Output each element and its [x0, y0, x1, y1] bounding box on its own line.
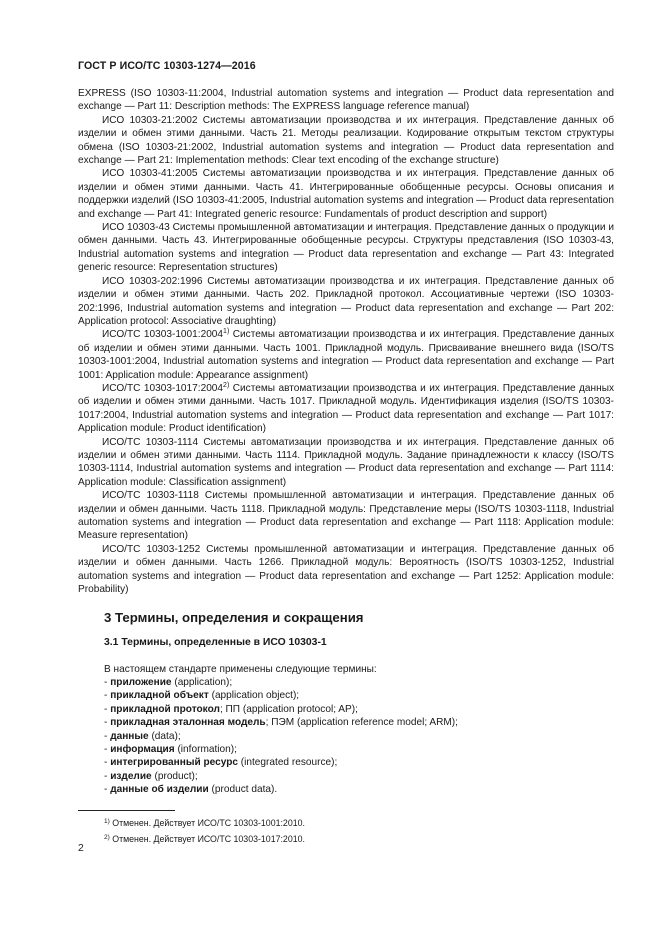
footnote: $^{1)}$ Отменен. Действует ИСО/ТС 10303-1001:2010.	[104, 818, 305, 828]
list-item: - интегрированный ресурс (integrated resource);	[104, 757, 338, 769]
reference-paragraph: ИСО/ТС 10303-1017:2004$^{2)}$ Системы автоматизации производства и их интеграция. Представление данных об изделии и обмен этими данными. Часть 1017. Прикладной модуль. Идентификация изделия (ISO/TS 10303-1017:2004, Industrial automation systems and integration — Product data representation and exchange — Part 1017: Application module: Product identification)	[78, 381, 614, 435]
footnote-ref: 1)	[223, 328, 230, 336]
list-item: - данные об изделии (product data).	[104, 784, 278, 796]
list-item: - изделие (product);	[104, 770, 198, 782]
reference-paragraph: EXPRESS (ISO 10303-11:2004, Industrial automation systems and integration — Product data representation and exchange — Part 11: Description methods: The EXPRESS language reference manual)	[78, 88, 614, 113]
footnotes	[104, 815, 305, 847]
reference-paragraph: ИСО 10303-41:2005 Системы автоматизации производства и их интеграция. Представление данных об изделии и обмен этими данными. Часть 41. Интегрированные обобщенные ресурсы. Основы описания и поддержки изделий (ISO 10303-41:2005, Industrial automation systems and integration — Product data representation and exchange — Part 41: Integrated generic resource: Fundamentals of product description and support)	[78, 168, 614, 220]
footnote-ref: 2)	[223, 381, 230, 389]
list-item: - приложение (application);	[104, 677, 233, 688]
footnote: $^{2)}$ Отменен. Действует ИСО/ТС 10303-1017:2010.	[104, 834, 305, 844]
reference-paragraph: ИСО 10303-43 Системы промышленной автоматизации и интеграция. Представление данных о продукции и обмен данными. Часть 43. Интегрированные обобщенные ресурсы. Структуры представления (ISO 10303-43, Industrial automation systems and integration — Product data representation and exchange — Part 43: Integrated generic resource: Representation structures)	[78, 222, 614, 274]
normative-references	[78, 87, 614, 596]
reference-paragraph: ИСО/ТС 10303-1118 Системы промышленной автоматизации и интеграция. Представление данных об изделии и обмен данными. Часть 1118. Прикладной модуль: Представление меры (ISO/TS 10303-1118, Industrial automation systems and integration — Product data representation and exchange — Part 1118: Application module: Measure representation)	[78, 490, 614, 542]
footnote-divider	[78, 810, 175, 811]
reference-paragraph: ИСО/ТС 10303-1114 Системы автоматизации производства и их интеграция. Представление данных об изделии и обмен этими данными. Часть 1114. Прикладной модуль. Задание принадлежности к классу (ISO/TS 10303-1114, Industrial automation systems and integration — Product data representation and exchange — Part 1114: Application module: Classification assignment)	[78, 436, 614, 488]
reference-paragraph: ИСО/ТС 10303-1252 Системы промышленной автоматизации и интеграция. Представление данных об изделии и обмен данными. Часть 1266. Прикладной модуль: Вероятность (ISO/TS 10303-1252, Industrial automation systems and integration — Product data representation and exchange — Part 1252: Application module: Probability)	[78, 543, 614, 596]
list-item: - прикладной протокол; ПП (application protocol; AP);	[104, 703, 358, 715]
terms-list	[104, 676, 458, 797]
list-item: - прикладной объект (application object);	[104, 690, 300, 702]
page-number: 2	[78, 843, 84, 854]
reference-paragraph: ИСО 10303-21:2002 Системы автоматизации производства и их интеграция. Представление данных об изделии и обмен этими данными. Часть 21. Методы реализации. Кодирование открытым текстом структуры обмена (ISO 10303-21:2002, Industrial automation systems and integration — Product data representation and exchange — Part 21: Implementation methods: Clear text encoding of the exchange structure)	[78, 114, 614, 167]
list-item: - данные (data);	[104, 730, 181, 742]
section-title: 3 Термины, определения и сокращения	[104, 610, 364, 625]
document-header: ГОСТ Р ИСО/ТС 10303-1274—2016	[78, 60, 256, 72]
subsection-title: 3.1 Термины, определенные в ИСО 10303-1	[104, 637, 327, 648]
reference-paragraph: ИСО 10303-202:1996 Системы автоматизации производства и их интеграция. Представление данных об изделии и обмен этими данными. Часть 202. Прикладной протокол. Ассоциативные чертежи (ISO 10303-202:1996, Industrial automation systems and integration — Product data representation and exchange — Part 202: Application protocol: Associative draughting)	[78, 275, 614, 327]
list-item: - информация (information);	[104, 744, 237, 756]
terms-intro: В настоящем стандарте применены следующие термины:	[104, 664, 377, 675]
reference-paragraph: ИСО/ТС 10303-1001:2004$^{1)}$ Системы автоматизации производства и их интеграция. Представление данных об изделии и обмен этими данными. Часть 1001. Прикладной модуль. Присваивание внешнего вида (ISO/TS 10303-1001:2004, Industrial automation systems and integration — Product data representation and exchange — Part 1001: Application module: Appearance assignment)	[78, 328, 614, 381]
list-item: - прикладная эталонная модель; ПЭМ (application reference model; ARM);	[104, 717, 458, 729]
